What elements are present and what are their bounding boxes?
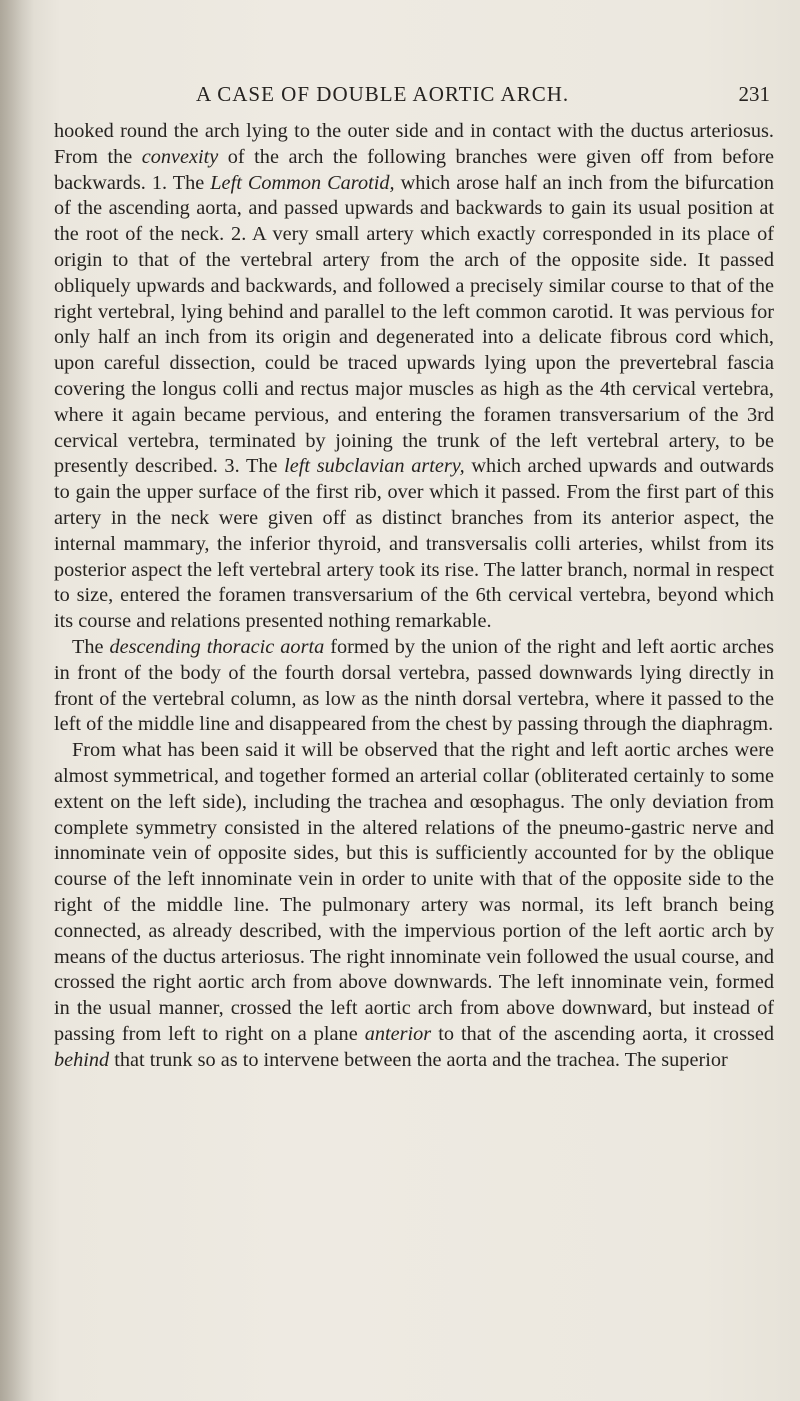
page-header: [196, 82, 770, 112]
text-run: to that of the ascending aorta, it crossed: [431, 1022, 774, 1045]
text-run: hooked round the arch lying to the outer side and in contact with the ductus arteriosus. From the: [54, 120, 774, 168]
italic-phrase: behind: [54, 1048, 110, 1071]
text-run: of the arch the following branches were given off from before backwards. 1. The: [54, 145, 774, 194]
paragraph: [54, 119, 774, 635]
page-number: 231: [738, 82, 770, 106]
text-run: which arose half an inch from the bifurcation of the ascending aorta, and passed upwards and backwards to gain its usual position at the root of the neck. 2. A very small artery which exactly corresponded in its place of origin to that of the vertebral artery from the arch of the opposite side. It passed obliquely upwards and backwards, and followed a precisely similar course to that of the right vertebral, lying behind and parallel to the left common carotid. It was pervious for only half an inch from its origin and degenerated into a delicate fibrous cord which, upon careful dissection, could be traced upwards lying upon the prevertebral fascia covering the longus colli and rectus major muscles as high as the 4th cervical vertebra, where it again became pervious, and entering the foramen transversarium of the 3rd cervical vertebra, terminated by joining the trunk of the left vertebral artery, to be presently described. 3. The: [54, 171, 774, 478]
text-run: that trunk so as to intervene between the aorta and the trachea. The superior: [109, 1048, 728, 1071]
text-run: which arched upwards and outwards to gain the upper surface of the first rib, over which it passed. From the first part of this artery in the neck were given off as distinct branches from its anterior aspect, the internal mammary, the inferior thyroid, and transversalis colli arteries, whilst from its posterior aspect the left vertebral artery took its rise. The latter branch, normal in respect to size, entered the foramen transversarium of the 6th cervical vertebra, beyond which its course and relations presented nothing remarkable.: [54, 455, 774, 633]
text-run: The: [72, 635, 110, 658]
text-run: From what has been said it will be observed that the right and left aortic arches were almost symmetrical, and together formed an arterial collar (obliterated certainly to some extent on the left side), including the trachea and œsophagus. The only deviation from complete symmetry consisted in the altered relations of the pneumo-gastric nerve and innominate vein of opposite sides, but this is sufficiently accounted for by the oblique course of the left innominate vein in order to unite with that of the opposite side to the right of the middle line. The pulmonary artery was normal, its left branch being connected, as already described, with the impervious portion of the left aortic arch by means of the ductus arteriosus. The right innominate vein followed the usual course, and crossed the right aortic arch from above downwards. The left innominate vein, formed in the usual manner, crossed the left aortic arch from above downward, but instead of passing from left to right on a plane: [54, 739, 774, 1045]
italic-phrase: anterior: [364, 1022, 432, 1045]
italic-phrase: left subclavian artery,: [284, 455, 465, 478]
paragraph: [54, 635, 774, 738]
paragraph: [54, 738, 774, 1073]
running-title: A CASE OF DOUBLE AORTIC ARCH.: [196, 82, 570, 106]
binding-shadow: [0, 0, 34, 1401]
italic-phrase: Left Common Carotid,: [210, 171, 395, 194]
italic-phrase: descending thoracic aorta: [109, 635, 325, 658]
text-run: formed by the union of the right and left aortic arches in front of the body of the fourth dorsal vertebra, passed downwards lying directly in front of the vertebral column, as low as the ninth dorsal vertebra, where it passed to the left of the middle line and disappeared from the chest by passing through the diaphragm.: [54, 635, 774, 736]
body-text: [54, 119, 774, 1073]
italic-phrase: convexity: [141, 145, 219, 168]
